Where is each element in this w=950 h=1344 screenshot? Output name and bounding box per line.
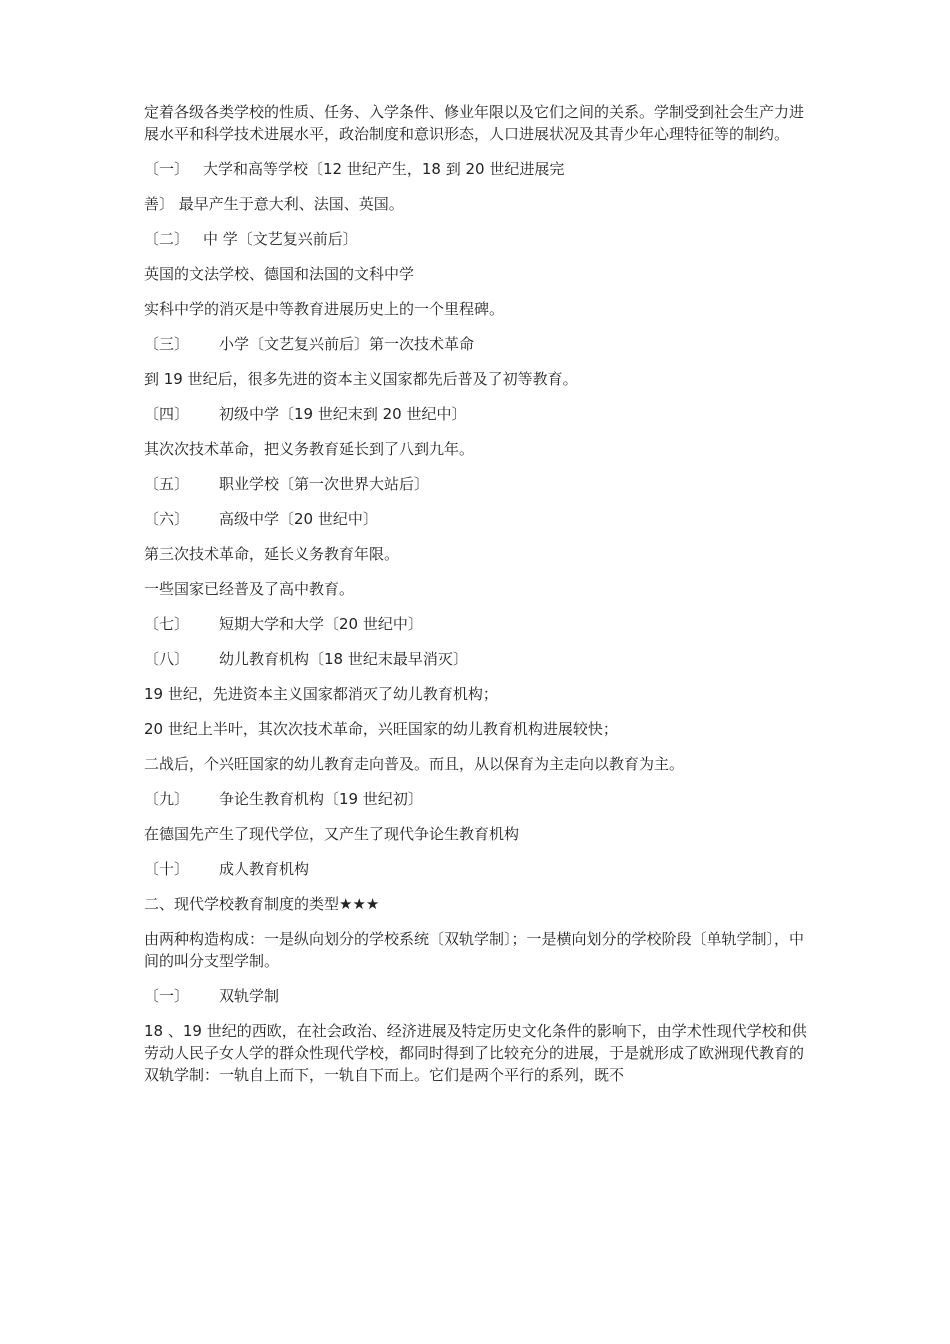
section-number: 〔六〕	[144, 510, 190, 528]
section-heading	[144, 858, 812, 880]
paragraph-text: 实科中学的消灭是中等教育进展历史上的一个里程碑。	[144, 300, 505, 318]
paragraph-text: 定着各级各类学校的性质、任务、入学条件、修业年限以及它们之间的关系。学制受到社会生产力进展水平和科学技术进展水平，政治制度和意识形态，人口进展状况及其青少年心理特征等的制约。	[144, 103, 805, 143]
paragraph	[144, 368, 812, 390]
section-heading	[144, 648, 812, 670]
paragraph	[144, 101, 812, 145]
paragraph-text: 一些国家已经普及了高中教育。	[144, 580, 355, 598]
section-number: 〔九〕	[144, 790, 190, 808]
section-heading	[144, 228, 812, 250]
paragraph	[144, 193, 812, 215]
paragraph-text: 在德国先产生了现代学位，又产生了现代争论生教育机构	[144, 825, 520, 843]
paragraph-text: 由两种构造构成：一是纵向划分的学校系统〔双轨学制〕；一是横向划分的学校阶段〔单轨学制〕，中间的叫分支型学制。	[144, 930, 805, 970]
paragraph-text: 19 世纪，先进资本主义国家都消灭了幼儿教育机构；	[144, 685, 498, 703]
paragraph-text: 二战后，个兴旺国家的幼儿教育走向普及。而且，从以保育为主走向以教育为主。	[144, 755, 685, 773]
paragraph-text: 英国的文法学校、德国和法国的文科中学	[144, 265, 415, 283]
paragraph-text: 双轨学制	[219, 987, 280, 1005]
section-heading	[144, 473, 812, 495]
paragraph-text: 18 、19 世纪的西欧，在社会政治、经济进展及特定历史文化条件的影响下，由学术性现代学校和供劳动人民子女人学的群众性现代学校，都同时得到了比较充分的进展，于是就形成了欧洲现代教育的双轨学制：一轨自上而下，一轨自下而上。它们是两个平行的系列，既不	[144, 1022, 807, 1084]
paragraph	[144, 718, 812, 740]
paragraph	[144, 1020, 812, 1086]
section-number: 〔二〕	[144, 230, 190, 248]
paragraph-text: 小学〔文艺复兴前后〕第一次技术革命	[219, 335, 475, 353]
paragraph-text: 第三次技术革命，延长义务教育年限。	[144, 545, 400, 563]
paragraph	[144, 438, 812, 460]
paragraph	[144, 578, 812, 600]
paragraph-text: 职业学校〔第一次世界大站后〕	[219, 475, 430, 493]
paragraph	[144, 893, 812, 915]
section-number: 〔十〕	[144, 860, 190, 878]
paragraph-text: 初级中学〔19 世纪末到 20 世纪中〕	[219, 405, 467, 423]
paragraph	[144, 263, 812, 285]
section-heading	[144, 788, 812, 810]
section-heading	[144, 613, 812, 635]
paragraph-text: 成人教育机构	[219, 860, 310, 878]
section-number: 〔八〕	[144, 650, 190, 668]
paragraph	[144, 683, 812, 705]
section-heading	[144, 158, 812, 180]
section-number: 〔五〕	[144, 475, 190, 493]
paragraph-text: 幼儿教育机构〔18 世纪末最早消灭〕	[219, 650, 468, 668]
paragraph-text: 中 学〔文艺复兴前后〕	[203, 230, 358, 248]
paragraph-text: 大学和高等学校〔12 世纪产生，18 到 20 世纪进展完	[203, 160, 565, 178]
paragraph-text: 20 世纪上半叶，其次次技术革命，兴旺国家的幼儿教育机构进展较快；	[144, 720, 618, 738]
paragraph-text: 高级中学〔20 世纪中〕	[219, 510, 378, 528]
paragraph	[144, 298, 812, 320]
document-page	[144, 101, 812, 1099]
paragraph-text: 其次次技术革命，把义务教育延长到了八到九年。	[144, 440, 475, 458]
paragraph-text: 短期大学和大学〔20 世纪中〕	[219, 615, 423, 633]
paragraph-text: 到 19 世纪后，很多先进的资本主义国家都先后普及了初等教育。	[144, 370, 578, 388]
paragraph-text: 争论生教育机构〔19 世纪初〕	[219, 790, 423, 808]
section-number: 〔一〕	[144, 987, 190, 1005]
section-heading	[144, 985, 812, 1007]
section-heading	[144, 333, 812, 355]
section-number: 〔四〕	[144, 405, 190, 423]
paragraph-text: 二、现代学校教育制度的类型★★★	[144, 895, 380, 913]
section-number: 〔一〕	[144, 160, 190, 178]
paragraph	[144, 543, 812, 565]
paragraph-text: 善〕 最早产生于意大利、法国、英国。	[144, 195, 404, 213]
section-heading	[144, 403, 812, 425]
section-number: 〔三〕	[144, 335, 190, 353]
paragraph	[144, 753, 812, 775]
section-number: 〔七〕	[144, 615, 190, 633]
paragraph	[144, 928, 812, 972]
section-heading	[144, 508, 812, 530]
paragraph	[144, 823, 812, 845]
